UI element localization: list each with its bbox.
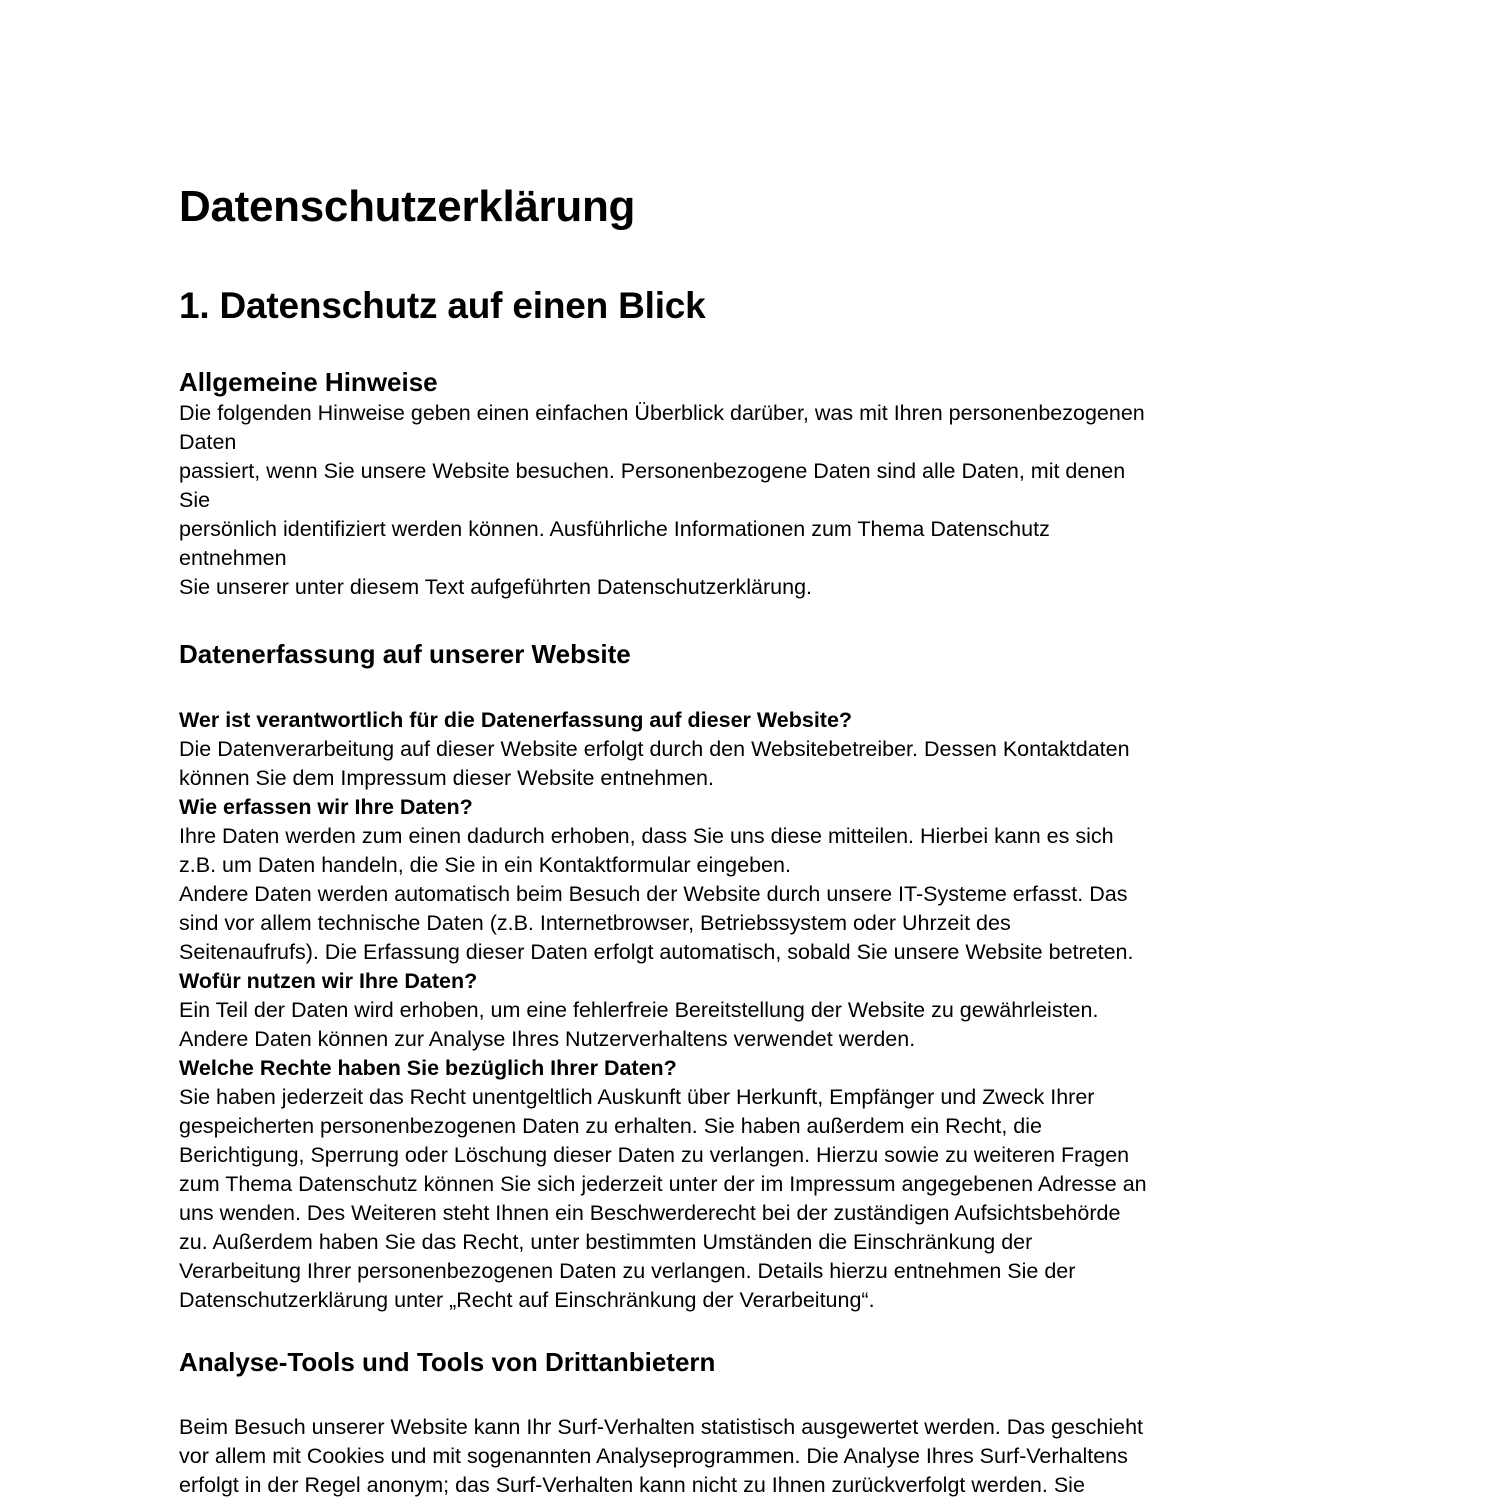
question-heading: Wofür nutzen wir Ihre Daten? <box>179 969 478 993</box>
paragraph-line: zum Thema Datenschutz können Sie sich jederzeit unter der im Impressum angegebenen Adresse an <box>179 1172 1147 1196</box>
paragraph-line: Daten <box>179 430 237 454</box>
paragraph-line: Sie <box>179 488 211 512</box>
paragraph-line: zu. Außerdem haben Sie das Recht, unter bestimmten Umständen die Einschränkung der <box>179 1230 1033 1254</box>
paragraph-line: Ihre Daten werden zum einen dadurch erhoben, dass Sie uns diese mitteilen. Hierbei kann es sich <box>179 824 1114 848</box>
paragraph-line: entnehmen <box>179 546 287 570</box>
paragraph-line: erfolgt in der Regel anonym; das Surf-Verhalten kann nicht zu Ihnen zurückverfolgt werden. Sie <box>179 1473 1085 1497</box>
paragraph-line: vor allem mit Cookies und mit sogenannten Analyseprogrammen. Die Analyse Ihres Surf-Verhaltens <box>179 1444 1128 1468</box>
paragraph-line: Datenschutzerklärung unter „Recht auf Einschränkung der Verarbeitung“. <box>179 1288 875 1312</box>
paragraph-line: Sie unserer unter diesem Text aufgeführten Datenschutzerklärung. <box>179 575 813 599</box>
question-heading: Wie erfassen wir Ihre Daten? <box>179 795 473 819</box>
paragraph-line: Die Datenverarbeitung auf dieser Website erfolgt durch den Websitebetreiber. Dessen Kontaktdaten <box>179 737 1130 761</box>
question-heading: Welche Rechte haben Sie bezüglich Ihrer Daten? <box>179 1056 677 1080</box>
subsection-heading-allgemeine-hinweise: Allgemeine Hinweise <box>179 367 438 397</box>
section-heading: 1. Datenschutz auf einen Blick <box>179 285 706 326</box>
paragraph-line: Ein Teil der Daten wird erhoben, um eine fehlerfreie Bereitstellung der Website zu gewährleisten. <box>179 998 1099 1022</box>
paragraph-line: Berichtigung, Sperrung oder Löschung dieser Daten zu verlangen. Hierzu sowie zu weiteren Fragen <box>179 1143 1130 1167</box>
subsection-heading-datenerfassung: Datenerfassung auf unserer Website <box>179 639 631 669</box>
paragraph-line: persönlich identifiziert werden können. Ausführliche Informationen zum Thema Datenschutz <box>179 517 1050 541</box>
paragraph-line: z.B. um Daten handeln, die Sie in ein Kontaktformular eingeben. <box>179 853 791 877</box>
paragraph-line: Andere Daten werden automatisch beim Besuch der Website durch unsere IT-Systeme erfasst. Das <box>179 882 1128 906</box>
document-title: Datenschutzerklärung <box>179 182 636 231</box>
paragraph-line: gespeicherten personenbezogenen Daten zu erhalten. Sie haben außerdem ein Recht, die <box>179 1114 1042 1138</box>
paragraph-line: sind vor allem technische Daten (z.B. Internetbrowser, Betriebssystem oder Uhrzeit des <box>179 911 1011 935</box>
paragraph-line: Die folgenden Hinweise geben einen einfachen Überblick darüber, was mit Ihren personenbezogenen <box>179 401 1145 425</box>
question-heading: Wer ist verantwortlich für die Datenerfassung auf dieser Website? <box>179 708 853 732</box>
paragraph-line: Beim Besuch unserer Website kann Ihr Surf-Verhalten statistisch ausgewertet werden. Das geschieht <box>179 1415 1144 1439</box>
paragraph-line: können Sie dem Impressum dieser Website entnehmen. <box>179 766 714 790</box>
paragraph-line: passiert, wenn Sie unsere Website besuchen. Personenbezogene Daten sind alle Daten, mit denen <box>179 459 1126 483</box>
paragraph-line: Andere Daten können zur Analyse Ihres Nutzerverhaltens verwendet werden. <box>179 1027 916 1051</box>
paragraph-line: Verarbeitung Ihrer personenbezogenen Daten zu verlangen. Details hierzu entnehmen Sie der <box>179 1259 1076 1283</box>
paragraph-line: Sie haben jederzeit das Recht unentgeltlich Auskunft über Herkunft, Empfänger und Zweck Ihrer <box>179 1085 1095 1109</box>
subsection-heading-analyse-tools: Analyse-Tools und Tools von Drittanbietern <box>179 1347 716 1377</box>
paragraph-line: Seitenaufrufs). Die Erfassung dieser Daten erfolgt automatisch, sobald Sie unsere Website betreten. <box>179 940 1134 964</box>
paragraph-line: uns wenden. Des Weiteren steht Ihnen ein Beschwerderecht bei der zuständigen Aufsichtsbehörde <box>179 1201 1121 1225</box>
